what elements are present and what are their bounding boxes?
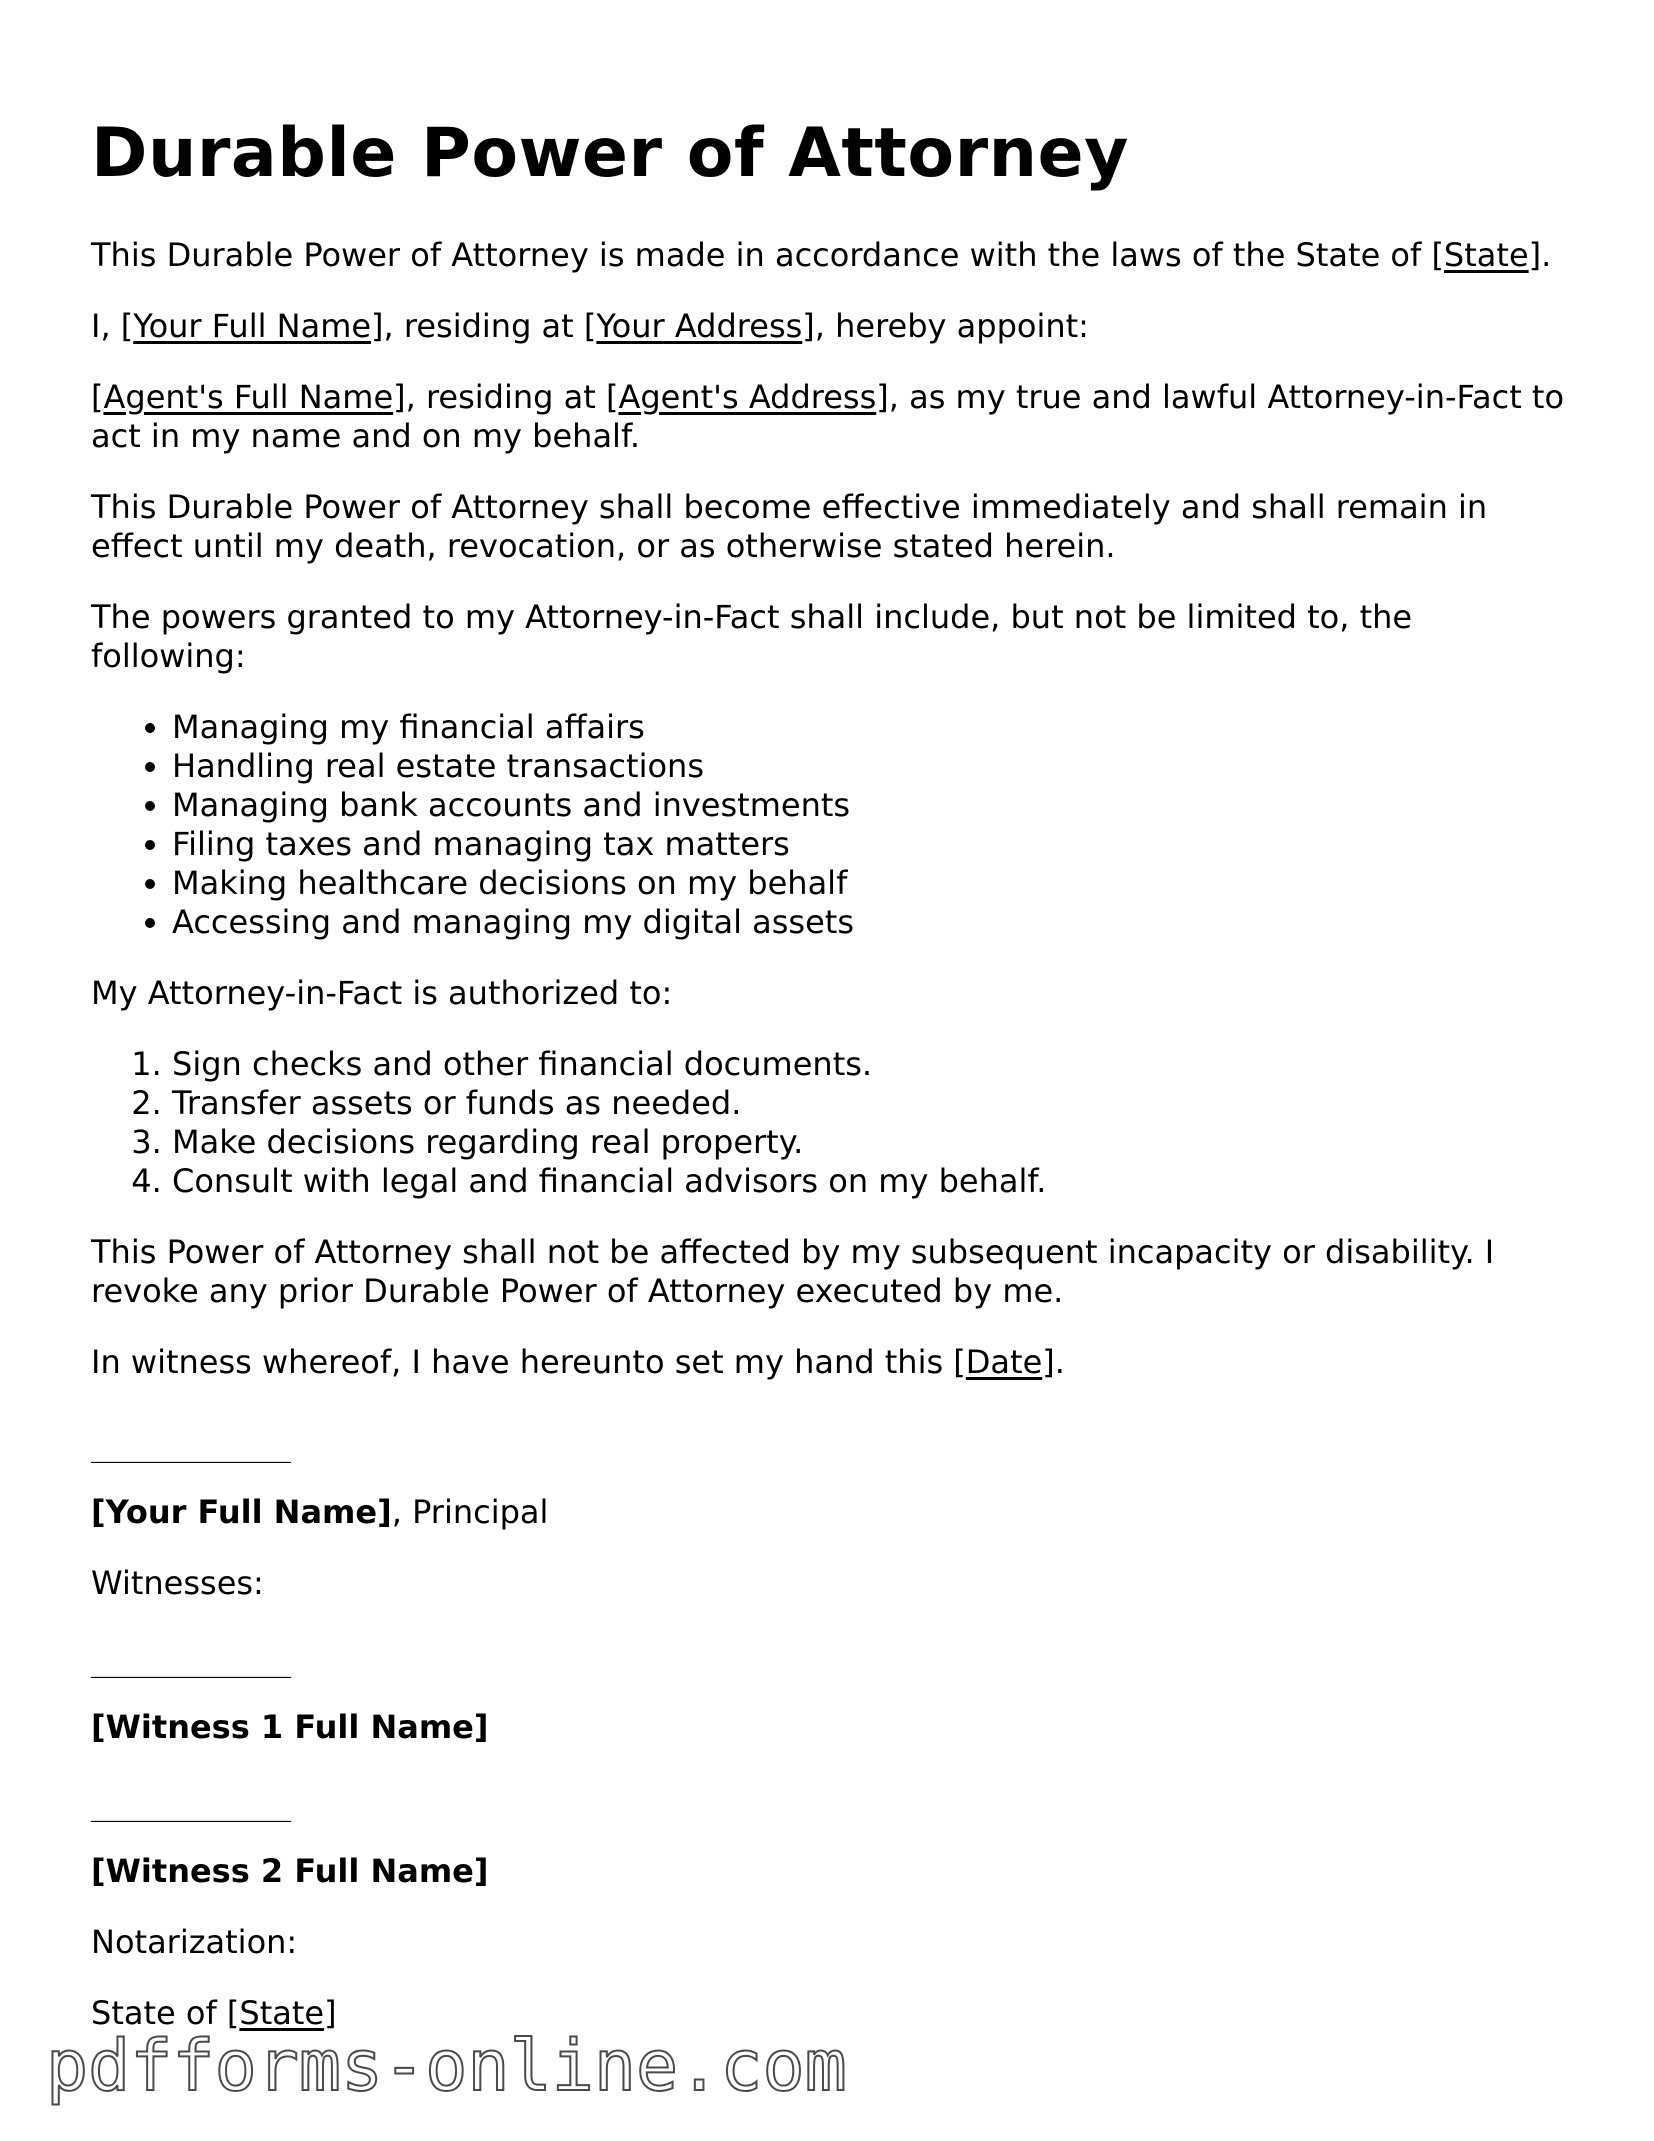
signature-underscores: _________________________ [91, 1444, 291, 1463]
watermark: pdfforms-online.com [46, 2025, 847, 2107]
witness1-signature-line [91, 1649, 1571, 1688]
principal-name: [Your Full Name] [91, 1493, 392, 1531]
witness2-signature-line [91, 1793, 1571, 1832]
document-title: Durable Power of Attorney [91, 114, 1129, 193]
agent-address-field: Agent's Address [618, 378, 877, 416]
witness-clause-prefix: In witness whereof, I have hereunto set my hand this [ [91, 1343, 966, 1381]
notary-state-field: State [239, 1994, 325, 2032]
agent-paragraph [91, 378, 1571, 456]
appoint-paragraph [91, 307, 1571, 346]
powers-intro: The powers granted to my Attorney-in-Fact shall include, but not be limited to, the following: [91, 598, 1413, 675]
principal-name-field: Your Full Name [133, 307, 372, 345]
effective-paragraph: This Durable Power of Attorney shall become effective immediately and shall remain in effect until my death, revocation, or as otherwise stated herein. [91, 488, 1488, 565]
agent-mid: ], residing at [ [393, 378, 619, 416]
appoint-mid: ], residing at [ [371, 307, 597, 345]
bracket: ]. [1528, 236, 1552, 274]
list-item: • Handling real estate transactions [172, 747, 1571, 786]
bracket: [ [1431, 236, 1444, 274]
principal-address-field: Your Address [596, 307, 803, 345]
list-item: • Accessing and managing my digital assets [172, 903, 1571, 942]
list-item: 2. Transfer assets or funds as needed. [172, 1084, 1571, 1123]
list-item: 4. Consult with legal and financial advisors on my behalf. [172, 1162, 1571, 1201]
notary-state-suffix: ] [324, 1994, 337, 2032]
authorized-intro: My Attorney-in-Fact is authorized to: [91, 974, 673, 1012]
date-field: Date [965, 1343, 1043, 1381]
agent-name-field: Agent's Full Name [103, 378, 394, 416]
incapacity-paragraph: This Power of Attorney shall not be affected by my subsequent incapacity or disability. I revoke any prior Durable Power of Attorney executed by me. [91, 1233, 1495, 1310]
witness1-name: [Witness 1 Full Name] [91, 1708, 489, 1746]
list-item: • Filing taxes and managing tax matters [172, 825, 1571, 864]
signature-underscores: _________________________ [91, 1659, 291, 1678]
appoint-prefix: I, [ [91, 307, 134, 345]
agent-suffix: ], as my true and lawful Attorney-in-Fact to act in my name and on my behalf. [91, 378, 1565, 455]
principal-label [91, 1493, 1571, 1532]
list-item: 3. Make decisions regarding real property. [172, 1123, 1571, 1162]
intro-text: This Durable Power of Attorney is made in accordance with the laws of the State of [91, 236, 1432, 274]
state-field: State [1443, 236, 1529, 274]
document-page [91, 112, 1571, 2065]
intro-paragraph [91, 236, 1571, 275]
witness-clause-suffix: ]. [1042, 1343, 1065, 1381]
list-item: 1. Sign checks and other financial documents. [172, 1045, 1571, 1084]
signature-underscores: _________________________ [91, 1803, 291, 1822]
list-item: • Making healthcare decisions on my behalf [172, 864, 1571, 903]
bracket: [ [91, 378, 104, 416]
witnesses-label: Witnesses: [91, 1564, 264, 1602]
notary-state-prefix: State of [ [91, 1994, 240, 2032]
appoint-suffix: ], hereby appoint: [802, 307, 1089, 345]
authorized-list [91, 1045, 1571, 1201]
list-item: • Managing my financial affairs [172, 708, 1571, 747]
powers-list [91, 708, 1571, 942]
witness2-name: [Witness 2 Full Name] [91, 1852, 489, 1890]
principal-signature-line [91, 1434, 1571, 1473]
principal-role: , Principal [391, 1493, 549, 1531]
list-item: • Managing bank accounts and investments [172, 786, 1571, 825]
notarization-label: Notarization: [91, 1923, 298, 1961]
witness-clause [91, 1343, 1571, 1382]
